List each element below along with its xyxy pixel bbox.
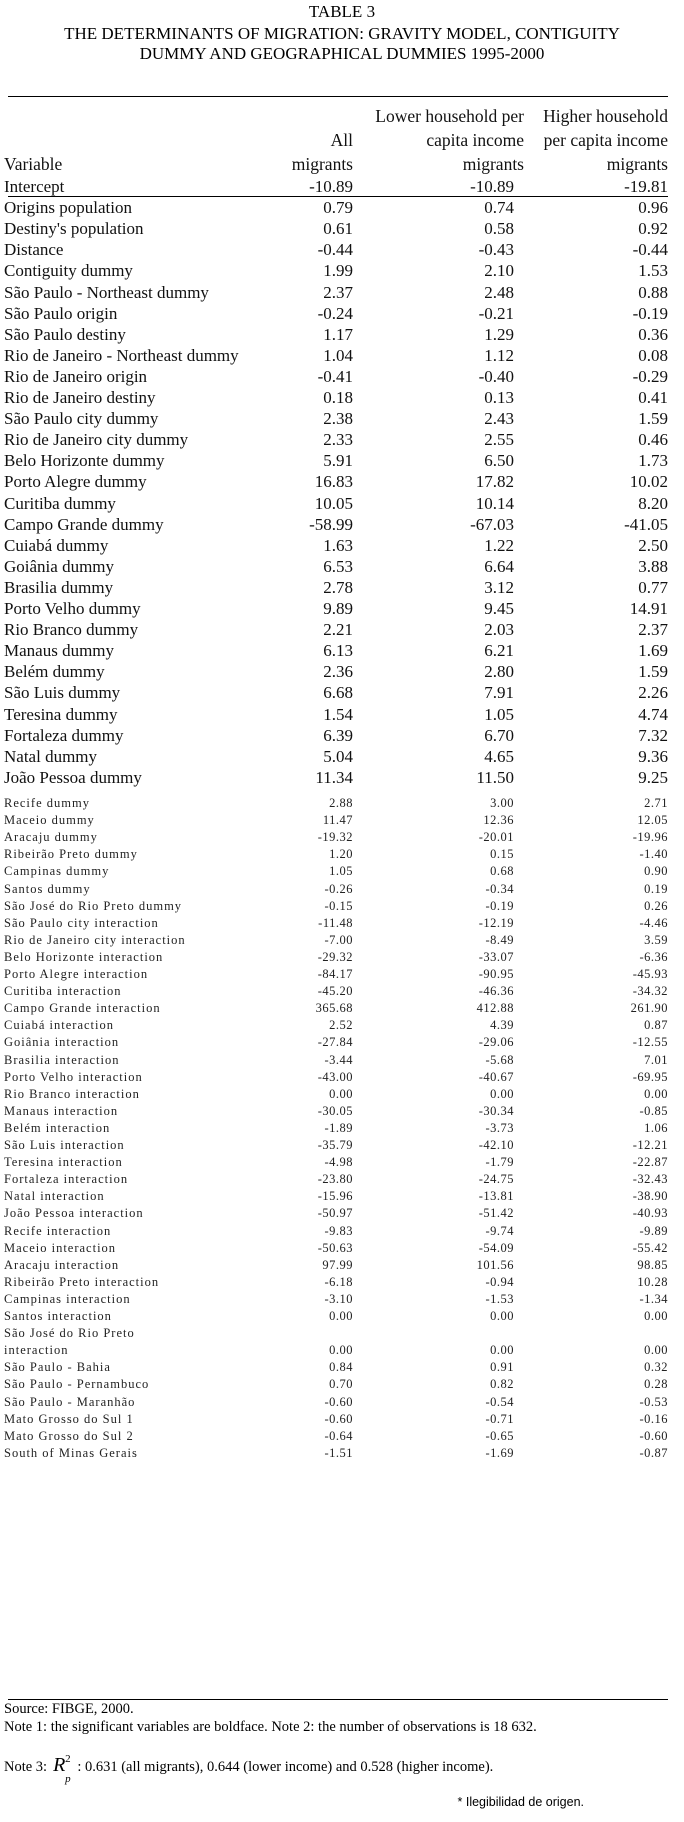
value-all-migrants: 1.54	[323, 704, 353, 724]
value-lower-income: -0.94	[485, 1274, 514, 1289]
value-lower-income: -51.42	[478, 1206, 514, 1221]
row-variable: Recife interaction	[4, 1223, 112, 1238]
row-variable: Mato Grosso do Sul 2	[4, 1428, 134, 1443]
value-lower-income: 6.50	[484, 451, 514, 471]
value-higher-income: 1.53	[638, 261, 668, 281]
r-squared-exponent: 2	[65, 1753, 71, 1765]
r-squared-symbol	[53, 1753, 71, 1785]
row-variable: Rio de Janeiro origin	[4, 366, 148, 386]
note-3-prefix: Note 3:	[4, 1759, 48, 1775]
value-higher-income: -69.95	[632, 1069, 668, 1084]
row-variable: Belo Horizonte interaction	[4, 949, 164, 964]
value-all-migrants: 1.04	[323, 345, 353, 365]
row-variable: Porto Velho interaction	[4, 1069, 143, 1084]
value-lower-income: 2.10	[484, 261, 514, 281]
value-lower-income: 1.29	[484, 324, 514, 344]
value-higher-income: -22.87	[632, 1155, 668, 1170]
value-all-migrants: -30.05	[317, 1103, 353, 1118]
value-all-migrants: -0.64	[324, 1428, 353, 1443]
value-lower-income: -9.74	[485, 1223, 514, 1238]
value-lower-income: 3.00	[490, 796, 514, 810]
value-higher-income: 0.28	[644, 1377, 668, 1392]
row-variable: Campo Grande interaction	[4, 1001, 161, 1016]
row-variable: São Paulo city dummy	[4, 409, 159, 429]
value-lower-income: 17.82	[475, 472, 514, 492]
value-higher-income: -0.85	[639, 1103, 668, 1118]
value-higher-income: 2.71	[644, 796, 668, 810]
value-lower-income: 2.55	[484, 430, 514, 450]
value-all-migrants: 2.37	[323, 282, 353, 302]
top-rule	[8, 96, 668, 97]
note-3-text: : 0.631 (all migrants), 0.644 (lower income) and 0.528 (higher income).	[77, 1759, 494, 1775]
value-higher-income: -19.81	[624, 177, 668, 196]
value-all-migrants: -7.00	[324, 932, 353, 947]
value-lower-income: 6.70	[484, 725, 514, 745]
value-higher-income: 1.69	[638, 641, 668, 661]
value-higher-income: 10.02	[629, 472, 668, 492]
row-variable: São Luis dummy	[4, 683, 121, 703]
value-higher-income: -6.36	[639, 949, 668, 964]
value-all-migrants: -9.83	[324, 1223, 353, 1238]
value-higher-income: -0.44	[632, 240, 668, 260]
value-higher-income: 261.90	[630, 1001, 668, 1016]
row-variable: Intercept	[4, 177, 65, 196]
value-all-migrants: -29.32	[317, 949, 353, 964]
value-all-migrants: -0.15	[324, 898, 353, 913]
row-variable: Maceio dummy	[4, 813, 95, 828]
value-all-migrants: -84.17	[317, 967, 353, 981]
value-higher-income: -41.05	[624, 514, 668, 534]
value-all-migrants: -0.60	[324, 1394, 353, 1409]
row-variable: Brasilia dummy	[4, 577, 114, 597]
value-all-migrants: -35.79	[317, 1138, 353, 1152]
value-higher-income: -0.29	[632, 366, 668, 386]
value-lower-income: -33.07	[478, 949, 514, 964]
value-higher-income: 4.74	[638, 704, 668, 724]
header-col2-line: capita income	[426, 130, 524, 150]
row-variable: Porto Velho dummy	[4, 599, 141, 618]
value-lower-income: 0.58	[484, 219, 514, 239]
value-all-migrants: 97.99	[322, 1257, 353, 1272]
value-lower-income: -24.75	[478, 1172, 514, 1187]
row-variable: Aracaju interaction	[4, 1257, 120, 1272]
header-col1-line: migrants	[291, 154, 353, 174]
value-all-migrants: 2.88	[329, 796, 353, 810]
value-higher-income: 3.59	[644, 932, 668, 947]
row-variable: São Paulo - Bahia	[4, 1360, 111, 1375]
value-higher-income: 1.59	[638, 409, 668, 429]
value-all-migrants: 5.91	[323, 451, 353, 471]
value-lower-income: 0.13	[484, 388, 514, 407]
value-all-migrants: 2.36	[323, 662, 353, 682]
value-lower-income: -90.95	[478, 967, 514, 981]
value-higher-income: 0.36	[638, 324, 668, 344]
table-row	[0, 1444, 684, 1464]
header-higher-income	[500, 104, 668, 176]
row-variable: Fortaleza dummy	[4, 725, 124, 745]
row-variable: Curitiba interaction	[4, 984, 122, 999]
row-variable: Mato Grosso do Sul 1	[4, 1411, 134, 1426]
value-higher-income: -0.53	[639, 1394, 668, 1409]
value-all-migrants: 2.21	[323, 620, 353, 640]
value-lower-income: -0.43	[478, 240, 514, 260]
value-lower-income: -1.69	[485, 1445, 514, 1460]
row-variable: South of Minas Gerais	[4, 1445, 138, 1460]
value-higher-income: -0.60	[639, 1428, 668, 1443]
row-variable: Aracaju dummy	[4, 830, 98, 845]
row-variable: Rio de Janeiro destiny	[4, 388, 156, 407]
value-all-migrants: 1.99	[323, 261, 353, 281]
value-all-migrants: -0.44	[317, 240, 353, 260]
value-higher-income: -34.32	[632, 984, 668, 999]
value-lower-income: 11.50	[476, 767, 514, 787]
value-higher-income: 2.37	[638, 620, 668, 640]
value-higher-income: -45.93	[632, 967, 668, 981]
row-variable: Rio Branco interaction	[4, 1086, 140, 1101]
value-all-migrants: -6.18	[324, 1274, 353, 1289]
value-lower-income: 3.12	[484, 577, 514, 597]
value-higher-income: 2.50	[638, 535, 668, 555]
value-lower-income: -67.03	[470, 514, 514, 534]
value-all-migrants: -58.99	[309, 514, 353, 534]
row-variable: Porto Alegre dummy	[4, 472, 147, 492]
value-lower-income: 7.91	[484, 683, 514, 703]
value-higher-income: 0.46	[638, 430, 668, 450]
value-higher-income: -38.90	[632, 1189, 668, 1204]
value-lower-income: 2.43	[484, 409, 514, 429]
value-higher-income: -4.46	[639, 915, 668, 930]
value-lower-income: 12.36	[483, 813, 514, 828]
value-higher-income: 9.25	[638, 767, 668, 787]
value-all-migrants: 2.78	[323, 577, 353, 597]
value-lower-income: -0.65	[485, 1428, 514, 1443]
value-all-migrants: -43.00	[317, 1069, 353, 1084]
row-variable: Goiânia interaction	[4, 1035, 120, 1050]
header-variable: Variable	[4, 154, 63, 174]
value-lower-income: 9.45	[484, 599, 514, 618]
value-all-migrants: -0.24	[317, 303, 353, 323]
value-lower-income: 0.15	[490, 847, 514, 862]
value-lower-income: 4.39	[490, 1018, 514, 1033]
value-all-migrants: 5.04	[323, 746, 353, 766]
value-lower-income: -54.09	[478, 1240, 514, 1255]
value-higher-income: 0.19	[644, 881, 668, 896]
value-all-migrants: -19.32	[317, 830, 353, 845]
row-variable: Curitiba dummy	[4, 493, 116, 513]
value-all-migrants: -0.41	[317, 366, 353, 386]
value-higher-income: 14.91	[629, 599, 668, 618]
row-variable: Cuiabá dummy	[4, 535, 109, 555]
value-all-migrants: 1.20	[329, 847, 353, 862]
value-all-migrants: -23.80	[317, 1172, 353, 1187]
value-higher-income: 7.32	[638, 725, 668, 745]
row-variable: Campinas dummy	[4, 864, 110, 879]
value-all-migrants: -27.84	[317, 1035, 353, 1050]
value-higher-income: 0.26	[644, 898, 668, 913]
value-higher-income: -9.89	[639, 1223, 668, 1238]
illegibility-footnote: * Ilegibilidad de origen.	[457, 1795, 584, 1809]
row-variable: Brasilia interaction	[4, 1052, 120, 1067]
row-variable: Manaus dummy	[4, 641, 115, 661]
header-col2-line: migrants	[462, 154, 524, 174]
value-all-migrants: 2.33	[323, 430, 353, 450]
value-all-migrants: 9.89	[323, 599, 353, 618]
row-variable: Destiny's population	[4, 219, 144, 239]
value-all-migrants: 0.70	[329, 1377, 353, 1392]
value-all-migrants: -50.97	[317, 1206, 353, 1221]
value-all-migrants: -4.98	[324, 1155, 353, 1170]
row-variable: Belo Horizonte dummy	[4, 451, 165, 471]
row-variable: Natal interaction	[4, 1189, 105, 1204]
row-variable: Santos interaction	[4, 1309, 112, 1323]
value-all-migrants: -15.96	[317, 1189, 353, 1204]
row-variable: Cuiabá interaction	[4, 1018, 114, 1033]
value-all-migrants: 11.34	[315, 767, 353, 787]
row-variable: São Luis interaction	[4, 1138, 125, 1152]
row-variable: Origins population	[4, 198, 132, 218]
value-higher-income: 0.00	[644, 1086, 668, 1101]
value-lower-income: 412.88	[476, 1001, 514, 1016]
value-lower-income: -30.34	[478, 1103, 514, 1118]
table-number: TABLE 3	[308, 2, 376, 21]
row-variable: Porto Alegre interaction	[4, 967, 149, 981]
value-higher-income: -12.55	[632, 1035, 668, 1050]
row-variable: Campo Grande dummy	[4, 514, 164, 534]
value-lower-income: -0.21	[478, 303, 514, 323]
value-higher-income: 0.90	[644, 864, 668, 879]
value-lower-income: -10.89	[470, 177, 514, 196]
header-col1-line: All	[330, 130, 353, 150]
row-variable: Ribeirão Preto dummy	[4, 847, 138, 862]
value-all-migrants: 0.84	[329, 1360, 353, 1375]
value-all-migrants: 1.63	[323, 535, 353, 555]
value-higher-income: 9.36	[638, 746, 668, 766]
value-all-migrants: 0.18	[323, 388, 353, 407]
value-lower-income: -0.54	[485, 1394, 514, 1409]
row-variable: João Pessoa interaction	[4, 1206, 144, 1221]
value-higher-income: -55.42	[632, 1240, 668, 1255]
value-lower-income: 1.05	[484, 704, 514, 724]
value-lower-income: -29.06	[478, 1035, 514, 1050]
value-lower-income: -0.40	[478, 366, 514, 386]
row-variable: São José do Rio Preto	[4, 1326, 135, 1341]
row-variable: João Pessoa dummy	[4, 767, 142, 787]
value-lower-income: 0.00	[490, 1343, 514, 1358]
value-all-migrants: -45.20	[317, 984, 353, 999]
value-higher-income: 98.85	[637, 1257, 668, 1272]
row-variable: Campinas interaction	[4, 1291, 131, 1306]
value-lower-income: -13.81	[478, 1189, 514, 1204]
r-squared-letter: R	[53, 1754, 66, 1776]
header-col2-line: Lower household per	[375, 106, 524, 126]
value-all-migrants: 6.13	[323, 641, 353, 661]
value-all-migrants: 16.83	[314, 472, 353, 492]
value-lower-income: -0.71	[485, 1411, 514, 1426]
value-higher-income: 0.88	[638, 282, 668, 302]
row-variable: Goiânia dummy	[4, 556, 115, 576]
value-all-migrants: 0.00	[329, 1343, 353, 1358]
row-variable: São Paulo - Northeast dummy	[4, 282, 209, 302]
value-lower-income: 6.21	[484, 641, 514, 661]
value-all-migrants: 0.61	[323, 219, 353, 239]
value-higher-income: 1.06	[644, 1120, 668, 1135]
value-lower-income: 0.68	[490, 864, 514, 879]
value-higher-income: -0.16	[639, 1411, 668, 1426]
value-all-migrants: 6.53	[323, 556, 353, 576]
value-higher-income: 0.08	[638, 345, 668, 365]
value-lower-income: 0.74	[484, 198, 514, 218]
value-all-migrants: 365.68	[315, 1001, 353, 1016]
value-higher-income: -1.40	[639, 847, 668, 862]
header-col3-line: Higher household	[543, 106, 668, 126]
value-higher-income: 0.87	[644, 1018, 668, 1033]
value-all-migrants: 0.79	[323, 198, 353, 218]
value-lower-income: 10.14	[475, 493, 514, 513]
value-all-migrants: -3.44	[324, 1052, 353, 1067]
value-lower-income: 101.56	[476, 1257, 514, 1272]
value-higher-income: 0.92	[638, 219, 668, 239]
header-all-migrants	[253, 128, 353, 176]
value-higher-income: 0.32	[644, 1360, 668, 1375]
value-higher-income: -1.34	[639, 1291, 668, 1306]
value-lower-income: 4.65	[484, 746, 514, 766]
value-lower-income: 6.64	[484, 556, 514, 576]
header-lower-income	[340, 104, 524, 176]
row-variable: Teresina dummy	[4, 704, 118, 724]
value-lower-income: -0.34	[485, 881, 514, 896]
note-3	[4, 1750, 494, 1785]
table-row	[0, 766, 684, 791]
value-higher-income: -0.19	[632, 303, 668, 323]
value-lower-income: -46.36	[478, 984, 514, 999]
value-lower-income: -1.53	[485, 1291, 514, 1306]
value-lower-income: -5.68	[485, 1052, 514, 1067]
value-all-migrants: -1.89	[324, 1120, 353, 1135]
value-higher-income: -40.93	[632, 1206, 668, 1221]
table-title-line-1: THE DETERMINANTS OF MIGRATION: GRAVITY MODEL, CONTIGUITY	[64, 24, 620, 43]
r-squared-subscript: p	[65, 1773, 71, 1785]
value-all-migrants: 2.38	[323, 409, 353, 429]
row-variable: Rio de Janeiro city interaction	[4, 932, 186, 947]
value-lower-income: 1.12	[484, 345, 514, 365]
value-higher-income: 7.01	[644, 1052, 668, 1067]
value-higher-income: 0.00	[644, 1343, 668, 1358]
value-all-migrants: 0.00	[329, 1309, 353, 1323]
row-variable: Santos dummy	[4, 881, 91, 896]
value-all-migrants: 1.05	[329, 864, 353, 879]
row-variable: Manaus interaction	[4, 1103, 119, 1118]
note-1-2: Note 1: the significant variables are boldface. Note 2: the number of observations is 18 632.	[4, 1719, 537, 1735]
value-lower-income: 2.48	[484, 282, 514, 302]
value-higher-income: 2.26	[638, 683, 668, 703]
value-lower-income: -40.67	[478, 1069, 514, 1084]
value-higher-income: 12.05	[637, 813, 668, 828]
value-higher-income: 8.20	[638, 493, 668, 513]
value-higher-income: 1.59	[638, 662, 668, 682]
value-lower-income: 0.91	[490, 1360, 514, 1375]
value-all-migrants: -50.63	[317, 1240, 353, 1255]
value-higher-income: 10.28	[637, 1274, 668, 1289]
value-all-migrants: -10.89	[309, 177, 353, 196]
value-all-migrants: 1.17	[323, 324, 353, 344]
value-all-migrants: 10.05	[314, 493, 353, 513]
row-variable: São Paulo destiny	[4, 324, 126, 344]
row-variable: Belém interaction	[4, 1120, 111, 1135]
value-lower-income: 0.00	[490, 1086, 514, 1101]
row-variable: Ribeirão Preto interaction	[4, 1274, 160, 1289]
value-all-migrants: 6.68	[323, 683, 353, 703]
value-lower-income: -0.19	[485, 898, 514, 913]
value-lower-income: 0.82	[490, 1377, 514, 1392]
table-title-line-2: DUMMY AND GEOGRAPHICAL DUMMIES 1995-2000	[139, 44, 545, 63]
value-all-migrants: 2.52	[329, 1018, 353, 1033]
value-lower-income: 2.03	[484, 620, 514, 640]
row-variable: Fortaleza interaction	[4, 1172, 129, 1187]
value-all-migrants: -0.60	[324, 1411, 353, 1426]
value-lower-income: -8.49	[485, 932, 514, 947]
row-variable: Rio de Janeiro - Northeast dummy	[4, 345, 239, 365]
row-variable: Teresina interaction	[4, 1155, 123, 1170]
value-higher-income: 0.96	[638, 198, 668, 218]
value-all-migrants: 6.39	[323, 725, 353, 745]
value-higher-income: -0.87	[639, 1445, 668, 1460]
value-higher-income: 0.00	[644, 1309, 668, 1323]
row-variable: Natal dummy	[4, 746, 98, 766]
value-higher-income: 0.77	[638, 577, 668, 597]
value-higher-income: 3.88	[638, 556, 668, 576]
row-variable: Maceio interaction	[4, 1240, 117, 1255]
row-variable: interaction	[4, 1343, 69, 1358]
value-lower-income: -3.73	[485, 1120, 514, 1135]
value-all-migrants: 0.00	[329, 1086, 353, 1101]
value-all-migrants: -0.26	[324, 881, 353, 896]
value-lower-income: -1.79	[485, 1155, 514, 1170]
value-all-migrants: 11.47	[322, 813, 353, 828]
value-all-migrants: -3.10	[324, 1291, 353, 1306]
row-variable: São José do Rio Preto dummy	[4, 898, 183, 913]
value-all-migrants: -11.48	[318, 915, 353, 930]
header-col3-line: migrants	[606, 154, 668, 174]
header-col3-line: per capita income	[543, 130, 668, 150]
value-higher-income: -32.43	[632, 1172, 668, 1187]
source-note: Source: FIBGE, 2000.	[4, 1701, 134, 1717]
row-variable: São Paulo - Maranhão	[4, 1394, 136, 1409]
value-higher-income: 0.41	[638, 388, 668, 407]
value-lower-income: -12.19	[478, 915, 514, 930]
row-variable: Rio de Janeiro city dummy	[4, 430, 189, 450]
value-lower-income: 2.80	[484, 662, 514, 682]
value-higher-income: 1.73	[638, 451, 668, 471]
row-variable: Recife dummy	[4, 796, 90, 810]
row-variable: Belém dummy	[4, 662, 105, 682]
value-lower-income: 0.00	[490, 1309, 514, 1323]
value-lower-income: -42.10	[478, 1138, 514, 1152]
row-variable: São Paulo city interaction	[4, 915, 159, 930]
row-variable: Contiguity dummy	[4, 261, 133, 281]
value-all-migrants: -1.51	[324, 1445, 353, 1460]
row-variable: Distance	[4, 240, 64, 260]
value-higher-income: -12.21	[632, 1138, 668, 1152]
value-lower-income: -20.01	[478, 830, 514, 845]
row-variable: São Paulo - Pernambuco	[4, 1377, 150, 1392]
row-variable: Rio Branco dummy	[4, 620, 139, 640]
value-lower-income: 1.22	[484, 535, 514, 555]
value-higher-income: -19.96	[632, 830, 668, 845]
row-variable: São Paulo origin	[4, 303, 118, 323]
